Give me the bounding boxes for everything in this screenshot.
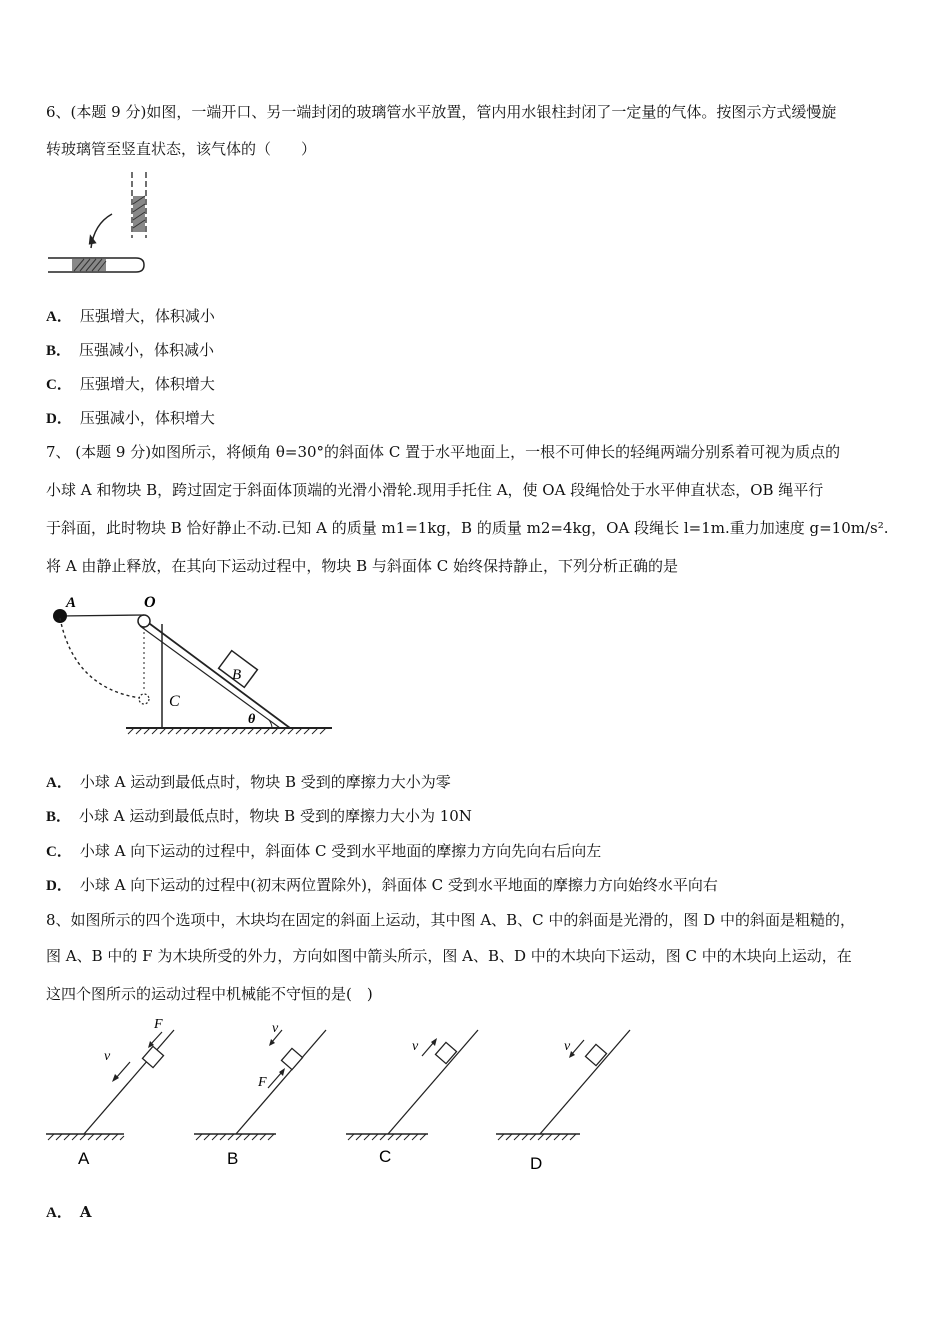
option-label: D．	[46, 878, 72, 894]
option-label: A．	[46, 309, 72, 325]
q6-option-d	[46, 408, 215, 429]
label-o: O	[144, 594, 156, 611]
option-label: A．	[46, 775, 72, 791]
option-label: C．	[46, 844, 72, 860]
q8-line1: 8、如图所示的四个选项中，木块均在固定的斜面上运动，其中图 A、B、C 中的斜面是光滑的，图 D 中的斜面是粗糙的，	[46, 911, 855, 929]
fig-d-caption: D	[530, 1154, 543, 1173]
option-label: A．	[46, 1205, 72, 1221]
q8-figure-d	[494, 1016, 634, 1176]
q7-line2: 小球 A 和物块 B，跨过固定于斜面体顶端的光滑小滑轮.现用手托住 A，使 OA 段绳恰处于水平伸直状态，OB 绳平行	[46, 481, 824, 499]
q7-line1: 7、 (本题 9 分)如图所示，将倾角 θ=30°的斜面体 C 置于水平地面上，一根不可伸长的轻绳两端分别系着可视为质点的	[46, 443, 841, 461]
q8-line3: 这四个图所示的运动过程中机械能不守恒的是( )	[46, 985, 373, 1003]
q7-option-b	[46, 806, 472, 827]
q6-line2: 转玻璃管至竖直状态，该气体的（ ）	[46, 140, 317, 158]
fig-b-f: F	[258, 1075, 267, 1090]
q6-option-a	[46, 306, 215, 327]
option-text: 小球 A 运动到最低点时，物块 B 受到的摩擦力大小为 10N	[79, 807, 472, 825]
q6-option-c	[46, 374, 215, 395]
q8-option-a	[46, 1202, 91, 1223]
fig-b-v: v	[272, 1021, 279, 1036]
option-text: 小球 A 运动到最低点时，物块 B 受到的摩擦力大小为零	[79, 773, 451, 791]
option-text: 压强增大，体积增大	[79, 375, 215, 393]
q8-figure-a	[44, 1016, 180, 1172]
fig-a-v: v	[104, 1049, 111, 1064]
q7-option-a	[46, 772, 451, 793]
label-c: C	[169, 693, 180, 710]
fig-c-v: v	[412, 1039, 419, 1054]
q7-option-c	[46, 841, 601, 862]
fig-c-caption: C	[379, 1147, 392, 1166]
label-theta: θ	[248, 712, 256, 727]
q8-figure-b	[192, 1016, 328, 1172]
option-label: B．	[46, 809, 72, 825]
option-label: B．	[46, 343, 72, 359]
q6-tube-figure	[44, 172, 164, 278]
option-text: 压强增大，体积减小	[79, 307, 215, 325]
q7-option-d	[46, 875, 718, 896]
fig-a-f: F	[154, 1017, 163, 1032]
option-text: 压强减小，体积减小	[79, 341, 215, 359]
option-text: 小球 A 向下运动的过程中，斜面体 C 受到水平地面的摩擦力方向先向右后向左	[79, 842, 602, 860]
label-b: B	[232, 667, 242, 683]
option-text: 小球 A 向下运动的过程中(初末两位置除外)，斜面体 C 受到水平地面的摩擦力方向始终水平向右	[79, 876, 718, 894]
label-a: A	[66, 595, 77, 611]
fig-d-v: v	[564, 1039, 571, 1054]
option-text: 压强减小，体积增大	[79, 409, 215, 427]
fig-b-caption: B	[227, 1149, 239, 1168]
q6-option-b	[46, 340, 214, 361]
option-label: C．	[46, 377, 72, 393]
fig-a-caption: A	[78, 1149, 90, 1168]
q8-line2: 图 A、B 中的 F 为木块所受的外力，方向如图中箭头所示，图 A、B、D 中的木块向下运动，图 C 中的木块向上运动，在	[46, 947, 852, 965]
option-text: A	[79, 1203, 92, 1221]
q7-incline-figure	[44, 588, 339, 743]
q6-line1: 6、(本题 9 分)如图，一端开口、另一端封闭的玻璃管水平放置，管内用水银柱封闭了一定量的气体。按图示方式缓慢旋	[46, 103, 837, 121]
q7-line4: 将 A 由静止释放，在其向下运动过程中，物块 B 与斜面体 C 始终保持静止，下列分析正确的是	[46, 557, 678, 575]
option-label: D．	[46, 411, 72, 427]
q8-figure-c	[344, 1016, 480, 1172]
q7-line3: 于斜面，此时物块 B 恰好静止不动.已知 A 的质量 m1=1kg，B 的质量 m2=4kg，OA 段绳长 l=1m.重力加速度 g=10m/s².	[46, 519, 889, 537]
